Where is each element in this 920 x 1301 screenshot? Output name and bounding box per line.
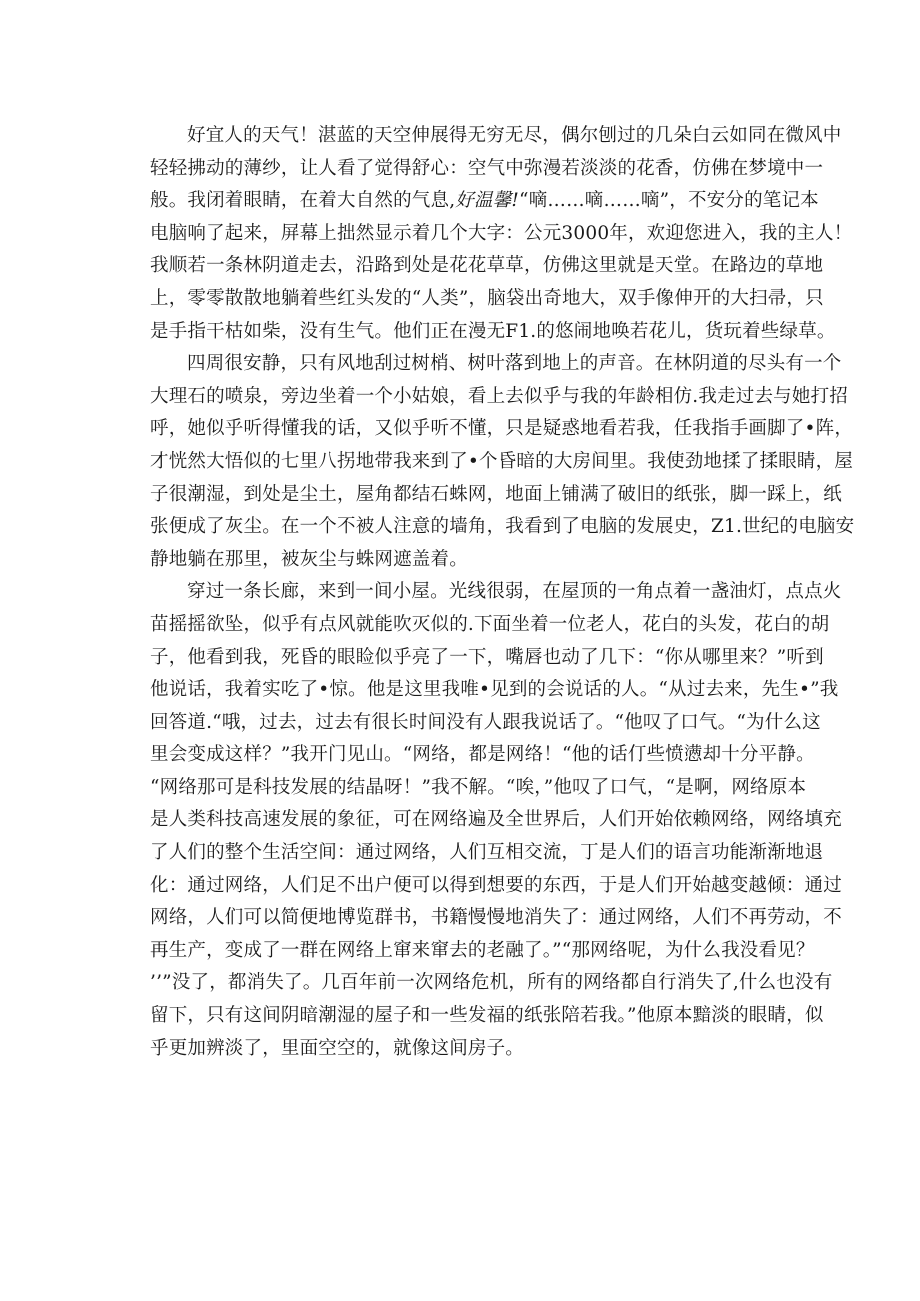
text-line: 里会变成这样？”我开门见山。“网络，都是网络！“他的话仃些愤懑却十分平静。 <box>150 744 815 766</box>
text-line: 了人们的整个生活空间：通过网络，人们互相交流，丁是人们的语言功能渐渐地退 <box>150 842 824 864</box>
text-line: 网络，人们可以简便地博览群书，书籍慢慢地消失了：通过网络，人们不再劳动，不 <box>150 907 842 929</box>
text-line: 张便成了灰尘。在一个不被人注意的墙角，我看到了电脑的发展史，Z1.世纪的电脑安 <box>150 516 855 538</box>
text-line: 才恍然大悟似的七里八拐地带我来到了•个昏暗的大房间里。我使劲地揉了揉眼睛，屋 <box>150 450 854 472</box>
document-body <box>150 120 855 1065</box>
text-line: 四周很安静，只有风地刮过树梢、树叶落到地上的声音。在林阴道的尽头有一个 <box>187 353 842 375</box>
text-line: 好宜人的天气！湛蓝的天空伸展得无穷无尽，偶尔刨过的几朵白云如同在微风中 <box>187 125 842 146</box>
text-line: 我顺若一条林阴道走去，沿路到处是花花草草，仿佛这里就是天堂。在路边的草地 <box>150 255 824 277</box>
paragraph-3 <box>150 576 842 1065</box>
text-line: 静地躺在那里，被灰尘与蛛网遮盖着。 <box>150 548 468 570</box>
text-line: 他说话，我着实吃了•惊。他是这里我唯•见到的会说话的人。“从过去来，先生•”我 <box>150 679 839 701</box>
text-line: 回答道.“哦，过去，过去有很长时间没有人跟我说话了。“他叹了口气。“为什么这 <box>150 711 821 733</box>
text-line <box>150 185 819 218</box>
text-line: 子很潮湿，到处是尘土，屋角都结石蛛网，地面上铺满了破旧的纸张，脚一踩上，纸 <box>150 483 842 505</box>
text-line: 再生产，变成了一群在网络上窜来窜去的老融了。”“那网络呢，为什么我没看见？ <box>150 939 815 961</box>
text-line: 大理石的喷泉，旁边坐着一个小姑娘，看上去似乎与我的年龄相仿.我走过去与她打招 <box>150 385 848 407</box>
text-line: 苗摇摇欲坠，似乎有点风就能吹灭似的.下面坐着一位老人，花白的头发，花白的胡 <box>150 613 830 635</box>
paragraph-2 <box>150 348 855 576</box>
text-line: 化：通过网络，人们足不出户便可以得到想要的东西，于是人们开始越变越倾：通过 <box>150 874 842 896</box>
text-line: 上，零零散散地躺着些红头发的“人类”，脑袋出奇地大，双手像伸开的大扫帚，只 <box>150 287 824 309</box>
text-segment: 般。我闭着眼睛，在着大自然的气息, <box>150 190 456 212</box>
text-segment: “嘀……嘀……嘀”，不安分的笔记本 <box>519 190 819 212</box>
text-line: “网络那可是科技发展的结晶呀！”我不解。“唉，”他叹了口气，“是啊，网络原本 <box>150 776 807 798</box>
text-line: 轻轻拂动的薄纱，让人看了觉得舒心：空气中弥漫若淡淡的花香，仿佛在梦境中一 <box>150 157 824 179</box>
paragraph-1 <box>150 120 853 348</box>
text-line: 子，他看到我，死昏的眼睑似乎亮了一下，嘴唇也动了几下：“你从哪里来？”听到 <box>150 646 824 668</box>
text-line: 留下，只有这间阴暗潮湿的屋子和一些发福的纸张陪若我。”他原本黯淡的眼睛，似 <box>150 1005 824 1027</box>
text-line: 乎更加辨淡了，里面空空的，就像这间房子。 <box>150 1037 525 1059</box>
text-line: 是手指干枯如柴，没有生气。他们正在漫无F1.的悠闹地唤若花儿，货玩着些绿草。 <box>150 320 836 342</box>
text-line: 呼，她似乎听得懂我的话，又似乎听不懂，只是疑惑地看若我，任我指手画脚了•阵， <box>150 418 854 440</box>
text-line: ’’”没了，都消失了。几百年前一次网络危机，所有的网络都自行消失了,什么也没有 <box>150 972 833 994</box>
text-line: 穿过一条长廊，来到一间小屋。光线很弱，在屋顶的一角点着一盏油灯，点点火 <box>187 581 842 603</box>
italic-text: 好温馨! <box>455 190 520 212</box>
text-line: 是人类科技高速发展的象征，可在网络遍及全世界后，人们开始依赖网络，网络填充 <box>150 809 842 831</box>
text-line: 电脑响了起来，屏幕上拙然显示着几个大字：公元3000年，欢迎您进入，我的主人！ <box>150 222 853 244</box>
